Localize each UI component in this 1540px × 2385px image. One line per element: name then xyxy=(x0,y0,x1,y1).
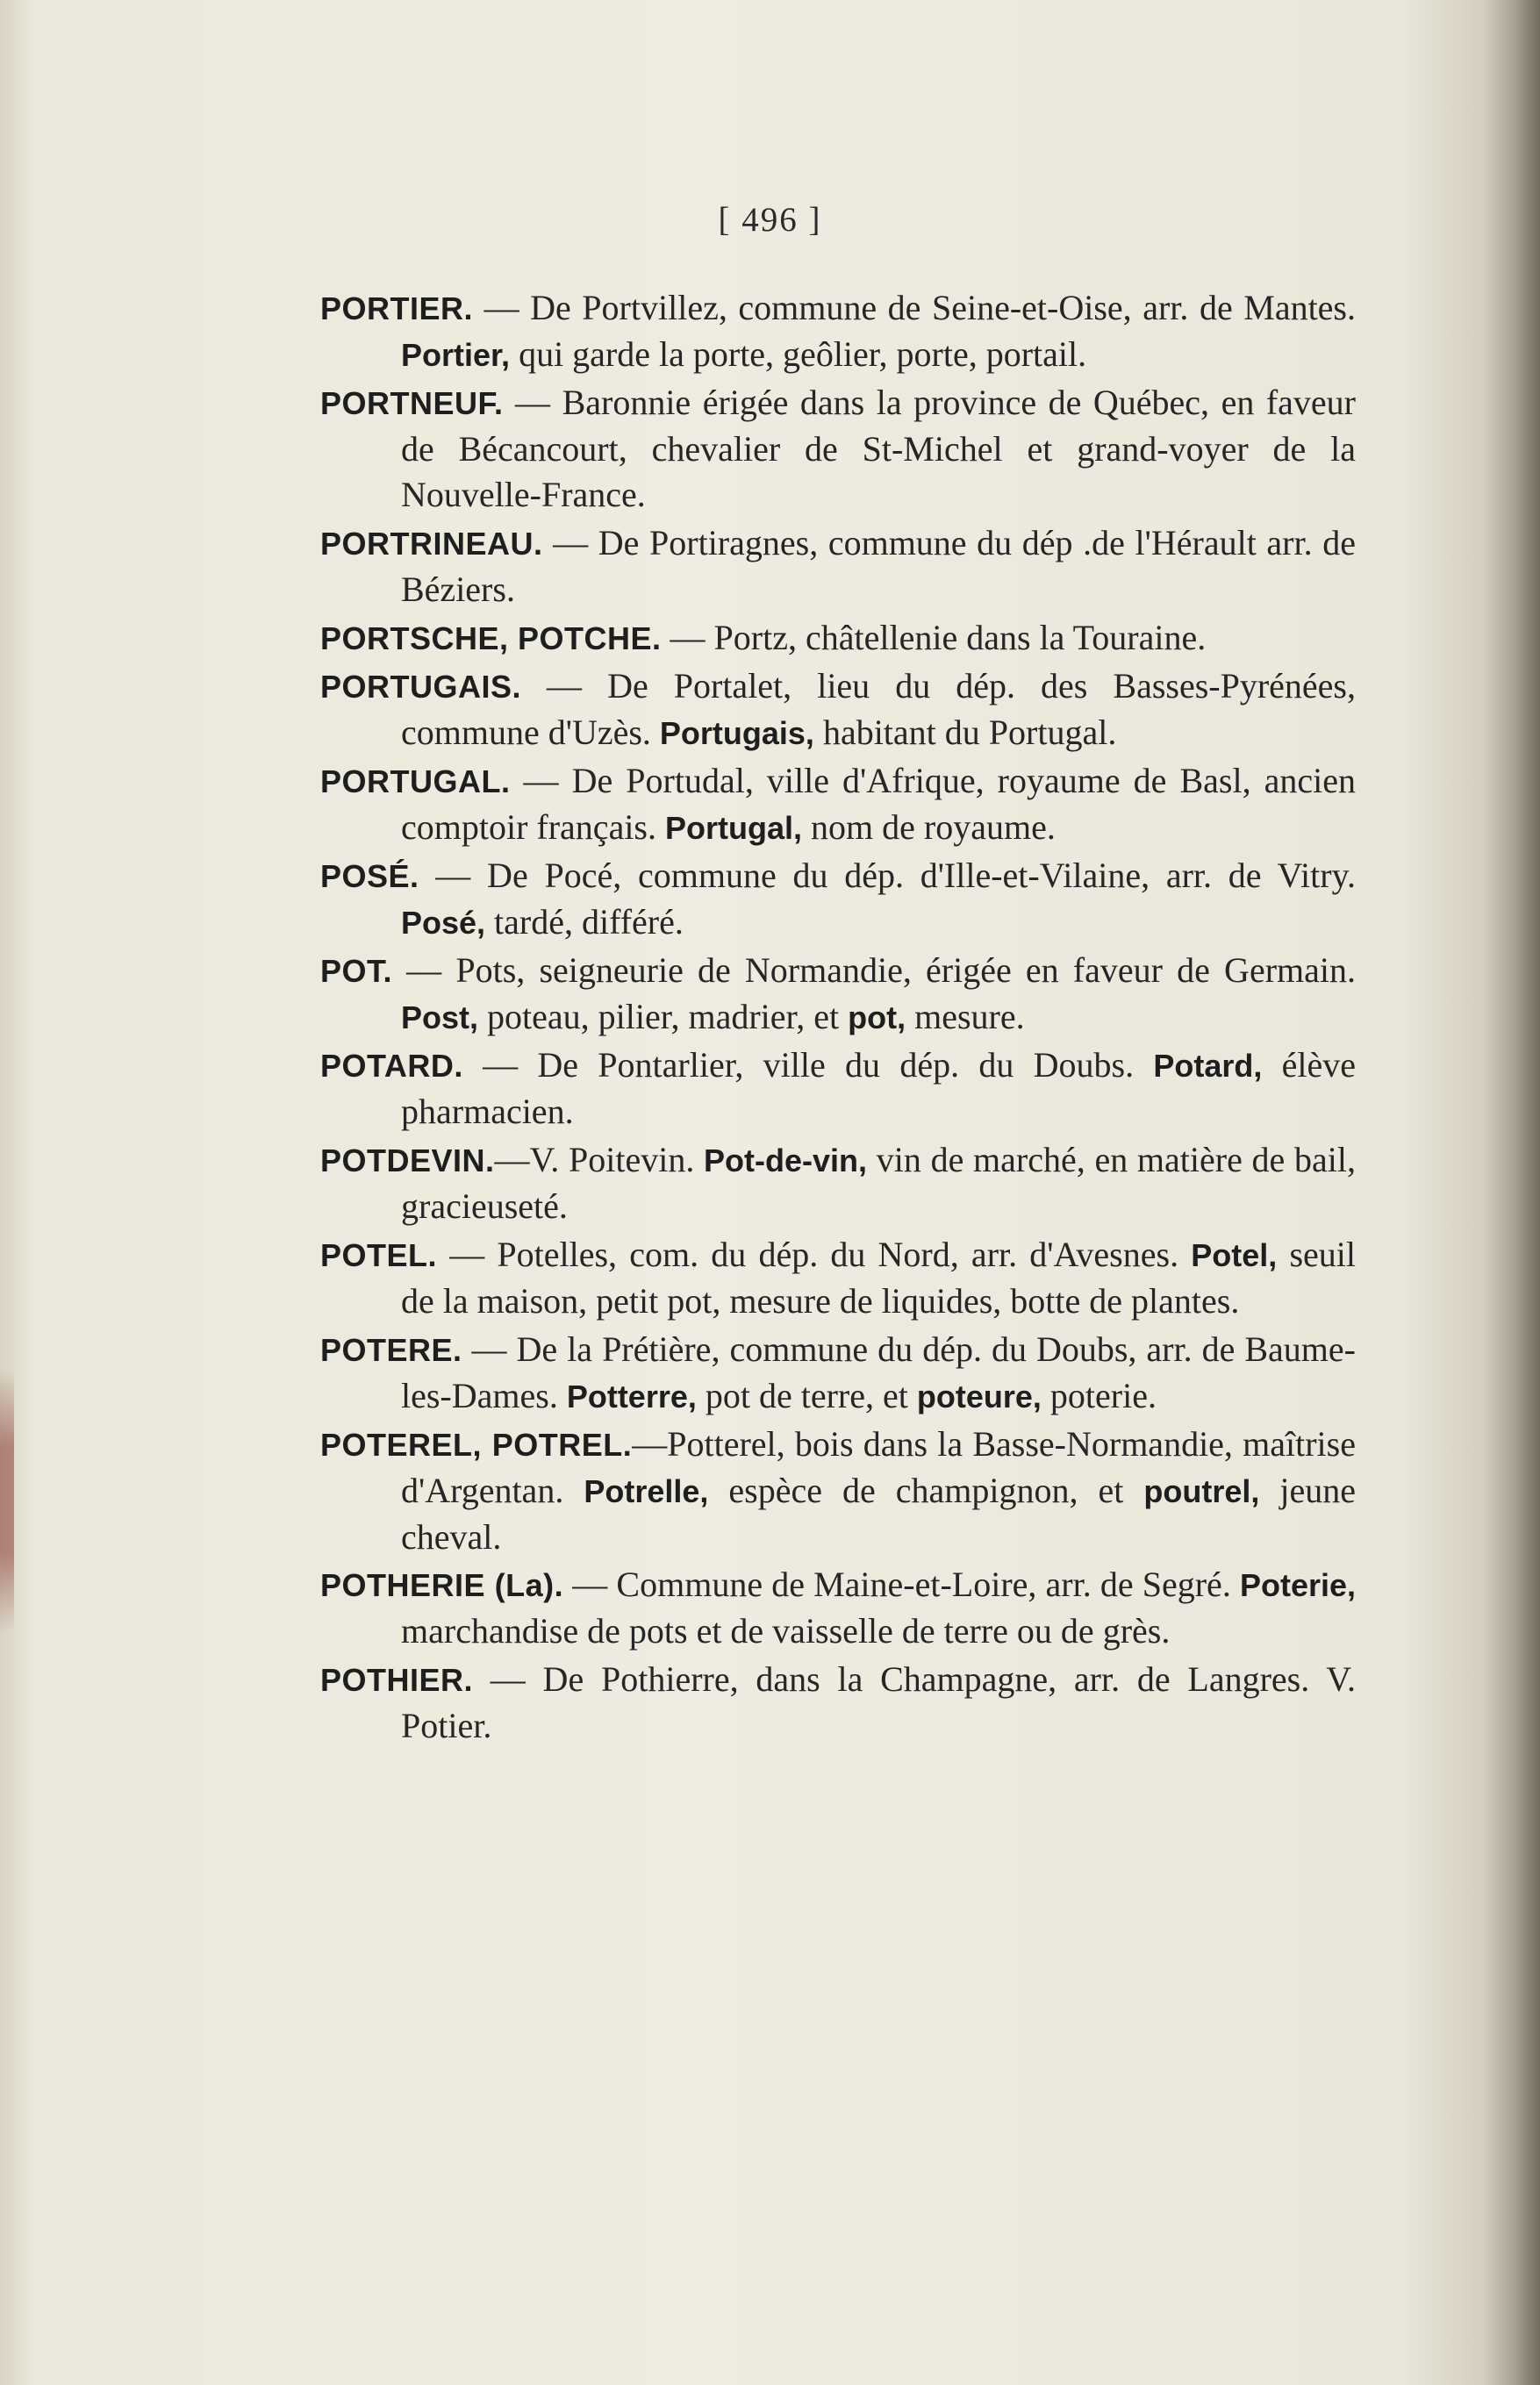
entry-keyword: Portugal, xyxy=(665,810,803,846)
entry-pot xyxy=(320,948,1356,1041)
entry-headword: POT. xyxy=(320,953,393,989)
entry-headword: POSÉ. xyxy=(320,858,419,894)
entry-text: tardé, différé. xyxy=(485,902,684,942)
page-number: [ 496 ] xyxy=(718,201,822,239)
entry-text: — De Portalet, lieu du dép. des Basses-Pyrénées, commune d'Uzès. xyxy=(401,666,1356,752)
entry-text: poterie. xyxy=(1041,1376,1157,1415)
entry-potel xyxy=(320,1232,1356,1325)
entry-keyword: pot, xyxy=(848,999,906,1035)
entry-keyword: Potel, xyxy=(1191,1237,1278,1273)
entry-text: — De Portudal, ville d'Afrique, royaume de Basl, ancien comptoir français. xyxy=(401,761,1356,847)
entry-keyword: Portier, xyxy=(401,337,511,373)
entry-headword: POTERE. xyxy=(320,1332,462,1368)
entry-portier xyxy=(320,285,1356,378)
entry-keyword: poteure, xyxy=(916,1379,1042,1415)
entry-portneuf xyxy=(320,380,1356,519)
entry-text: —Potterel, bois dans la Basse-Normandie, maîtrise d'Argentan. xyxy=(401,1424,1356,1510)
entry-keyword: Posé, xyxy=(401,905,486,941)
entry-text: poteau, pilier, madrier, et xyxy=(478,997,849,1036)
entry-keyword: Potterre, xyxy=(566,1379,697,1415)
entry-text: qui garde la porte, geôlier, porte, portail. xyxy=(510,334,1087,374)
entry-text: — De Pothierre, dans la Champagne, arr. de Langres. V. Potier. xyxy=(401,1659,1356,1745)
entry-keyword: Pot-de-vin, xyxy=(704,1142,868,1178)
entry-headword: PORTIER. xyxy=(320,290,474,326)
entry-keyword: Poterie, xyxy=(1239,1567,1356,1603)
entry-text: — Portz, châtellenie dans la Touraine. xyxy=(661,618,1207,657)
entry-text: — De Portiragnes, commune du dép .de l'Hérault arr. de Béziers. xyxy=(401,523,1356,609)
entry-headword: POTARD. xyxy=(320,1048,463,1084)
entry-text: nom de royaume. xyxy=(802,807,1056,847)
entry-headword: POTEREL, POTREL. xyxy=(320,1427,633,1463)
entry-headword: PORTNEUF. xyxy=(320,385,504,421)
entry-text: vin de marché, en matière de bail, gracieuseté. xyxy=(401,1140,1356,1226)
entry-text: seuil de la maison, petit pot, mesure de liquides, botte de plantes. xyxy=(401,1235,1356,1321)
entry-text: mesure. xyxy=(906,997,1025,1036)
entry-keyword: poutrel, xyxy=(1143,1473,1260,1509)
entry-text: — De la Prétière, commune du dép. du Doubs, arr. de Baume-les-Dames. xyxy=(401,1329,1356,1415)
entry-potard xyxy=(320,1042,1356,1135)
dictionary-entries xyxy=(320,285,1356,1751)
entry-headword: PORTUGAL. xyxy=(320,763,511,799)
page-edge-shadow xyxy=(0,1369,14,1632)
entry-keyword: Portugais, xyxy=(659,715,814,751)
entry-text: habitant du Portugal. xyxy=(813,713,1117,752)
entry-text: jeune cheval. xyxy=(401,1471,1357,1557)
entry-portugais xyxy=(320,663,1356,756)
entry-text: élève pharmacien. xyxy=(401,1045,1357,1131)
entry-poterel xyxy=(320,1422,1356,1560)
entry-headword: POTHERIE (La). xyxy=(320,1567,564,1603)
entry-keyword: Post, xyxy=(401,999,479,1035)
entry-text: — Commune de Maine-et-Loire, arr. de Segré. xyxy=(563,1565,1240,1604)
entry-text: — De Pocé, commune du dép. d'Ille-et-Vilaine, arr. de Vitry. xyxy=(419,856,1356,895)
entry-keyword: Potrelle, xyxy=(584,1473,709,1509)
entry-text: — Baronnie érigée dans la province de Québec, en faveur de Bécancourt, chevalier de St-Michel et grand-voyer de la Nouvelle-France. xyxy=(401,383,1356,514)
entry-potere xyxy=(320,1327,1356,1420)
entry-potdevin xyxy=(320,1137,1356,1230)
entry-text: —V. Poitevin. xyxy=(494,1140,705,1179)
entry-text: — Pots, seigneurie de Normandie, érigée en faveur de Germain. xyxy=(392,950,1356,990)
entry-headword: POTDEVIN. xyxy=(320,1142,495,1178)
entry-headword: POTHIER. xyxy=(320,1662,474,1698)
entry-pothier xyxy=(320,1657,1356,1750)
entry-headword: POTEL. xyxy=(320,1237,438,1273)
entry-text: — De Pontarlier, ville du dép. du Doubs. xyxy=(462,1045,1154,1085)
entry-headword: PORTSCHE, POTCHE. xyxy=(320,620,662,656)
entry-text: marchandise de pots et de vaisselle de terre ou de grès. xyxy=(401,1611,1171,1651)
entry-text: pot de terre, et xyxy=(696,1376,917,1415)
entry-potherie xyxy=(320,1562,1356,1655)
entry-pose xyxy=(320,853,1356,946)
entry-keyword: Potard, xyxy=(1153,1048,1263,1084)
entry-portugal xyxy=(320,758,1356,851)
entry-text: espèce de champignon, et xyxy=(708,1471,1144,1510)
entry-text: — Potelles, com. du dép. du Nord, arr. d'Avesnes. xyxy=(437,1235,1192,1274)
entry-portrineau xyxy=(320,520,1356,613)
entry-headword: PORTUGAIS. xyxy=(320,669,522,705)
entry-headword: PORTRINEAU. xyxy=(320,526,543,562)
entry-portsche xyxy=(320,615,1356,662)
entry-text: — De Portvillez, commune de Seine-et-Oise, arr. de Mantes. xyxy=(473,288,1356,327)
